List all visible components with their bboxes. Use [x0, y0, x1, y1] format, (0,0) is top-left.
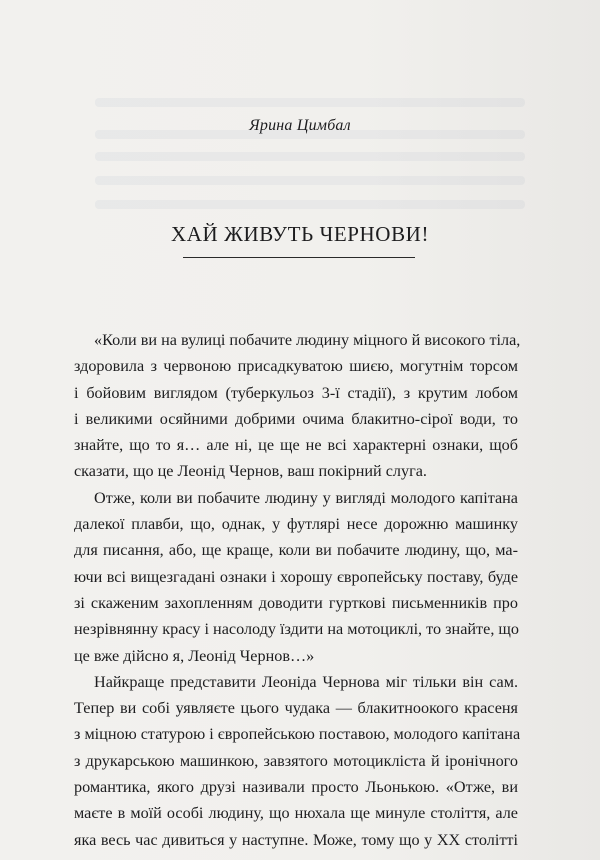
text-line: незрівнянну красу і насолоду їздити на мотоциклі, то знайте, що [74, 620, 519, 639]
bleed-through-text [95, 176, 525, 185]
text-line: Найкраще представити Леоніда Чернова міг тільки він сам. [94, 672, 518, 691]
text-line: романтика, якого друзі називали просто Льонькою. «Отже, ви [74, 778, 518, 797]
text-line: сказати, що це Леонід Чернов, ваш покірний слуга. [74, 462, 427, 481]
title-underline [183, 257, 415, 258]
text-line: для писання, або, ще краще, коли ви побачите людину, що, ма- [74, 541, 518, 560]
text-line: здоровила з червоною присадкуватою шиєю, могутнім торсом [74, 357, 518, 376]
text-line: яка весь час дивиться у наступне. Може, тому що у XX столітті [74, 830, 518, 849]
text-line: зі скаженим захопленням доводити гуртковi письменників про [74, 593, 518, 612]
text-line: Отже, коли ви побачите людину у вигляді молодого капітана [94, 488, 518, 507]
text-line: маєте в моїй особі людину, що нюхала ще минуле століття, але [74, 804, 518, 823]
bleed-through-text [95, 152, 525, 161]
text-line: ючи всі вищезгадані ознаки і хорошу європейську поставу, буде [74, 567, 518, 586]
chapter-title: ХАЙ ЖИВУТЬ ЧЕРНОВИ! [170, 222, 430, 246]
text-line: і бойовим виглядом (туберкульоз 3-ї стадії), з крутим лобом [74, 383, 518, 402]
text-line: і великими осяйними добрими очима блакитно-сірої води, то [74, 409, 518, 428]
bleed-through-text [95, 200, 525, 209]
text-line: «Коли ви на вулиці побачите людину міцного й високого тіла, [94, 331, 521, 349]
text-line: з друкарською машинкою, завзятого мотоцикліста й іронічного [74, 751, 518, 770]
text-line: далекої плавби, що, однак, у футлярі несе дорожню машинку [74, 515, 518, 534]
bleed-through-text [95, 98, 525, 107]
text-line: це вже дійсно я, Леонід Чернов…» [74, 646, 315, 665]
text-line: з міцною статурою і європейською поставою, молодого капітана [74, 725, 521, 744]
text-line: знайте, що то я… але ні, це ще не всі характерні ознаки, щоб [74, 436, 518, 455]
body-text [74, 327, 521, 853]
author-name: Ярина Цимбал [249, 117, 351, 134]
text-line: Тепер ви собі уявляєте цього чудака — блакитноокого красеня [74, 699, 518, 718]
